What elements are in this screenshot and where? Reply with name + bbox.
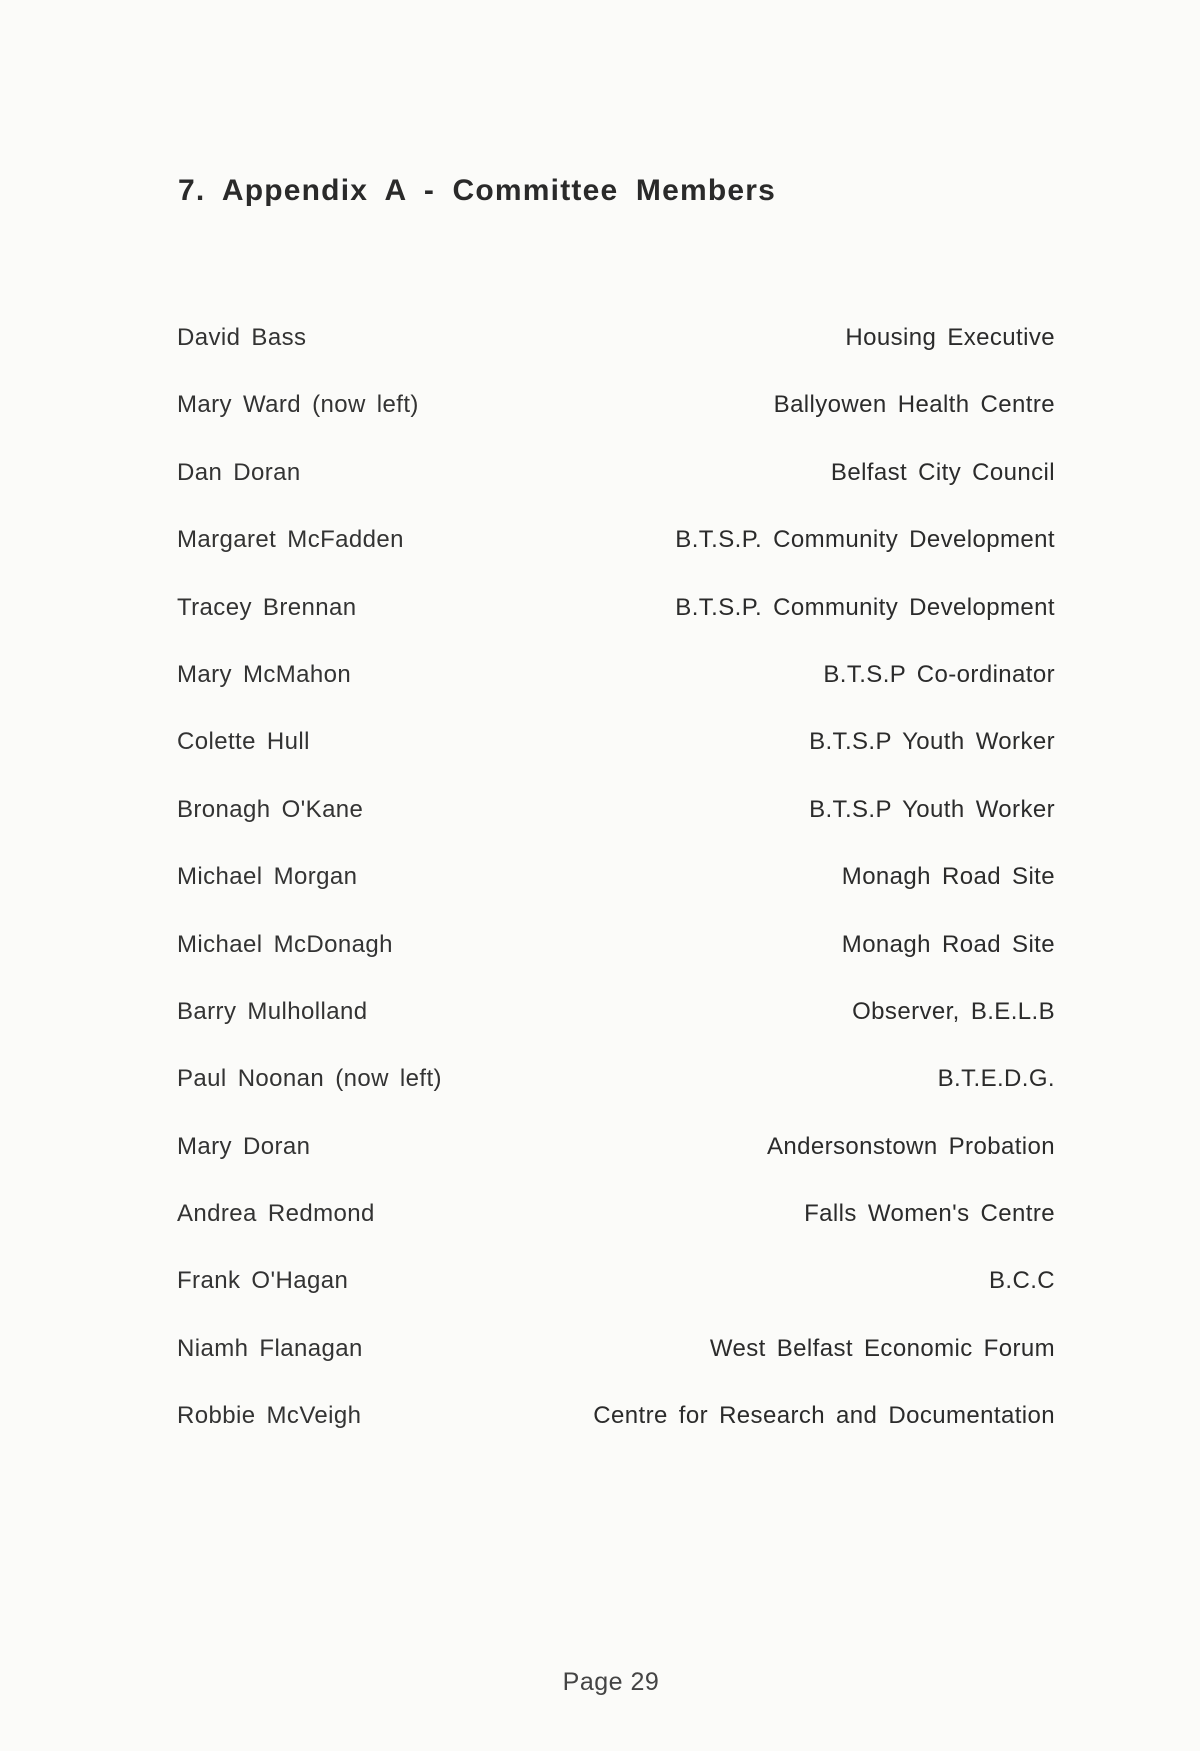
member-organisation: Centre for Research and Documentation [593,1402,1055,1430]
member-organisation: Housing Executive [845,324,1055,351]
list-item [177,1063,1055,1130]
list-item [177,659,1055,726]
member-name: Paul Noonan (now left) [177,1065,442,1093]
member-name: Colette Hull [177,728,310,756]
member-name: Barry Mulholland [177,997,368,1025]
member-organisation: Andersonstown Probation [766,1132,1055,1160]
member-name: Frank O'Hagan [177,1267,349,1295]
list-item [177,794,1055,861]
page-title: 7. Appendix A - Committee Members [178,174,777,207]
list-item [177,1131,1055,1198]
member-organisation: Ballyowen Health Centre [773,391,1055,419]
member-name: Margaret McFadden [177,526,404,554]
list-item [177,726,1055,793]
page-number: Page 29 [562,1668,660,1696]
list-item [177,1333,1055,1400]
member-organisation: B.T.S.P Youth Worker [809,795,1055,823]
list-item [177,1265,1055,1332]
member-organisation: B.T.S.P Youth Worker [809,728,1055,756]
list-item [177,457,1055,524]
member-organisation: B.T.S.P Co-ordinator [823,660,1055,688]
list-item [177,996,1055,1063]
member-name: Robbie McVeigh [177,1402,362,1430]
member-name: Michael Morgan [177,863,358,891]
member-name: Tracey Brennan [177,593,357,621]
list-item [177,861,1055,928]
member-organisation: Belfast City Council [830,458,1055,486]
member-name: Dan Doran [177,458,301,486]
list-item [177,389,1055,456]
member-organisation: B.T.S.P. Community Development [675,526,1055,554]
list-item [177,322,1055,389]
member-name: Mary Doran [177,1132,311,1160]
member-organisation: B.T.E.D.G. [937,1065,1055,1093]
committee-members-list [177,322,1055,1468]
list-item [177,524,1055,591]
member-organisation: Monagh Road Site [841,930,1055,958]
member-name: Michael McDonagh [177,930,393,958]
member-organisation: Monagh Road Site [841,863,1055,891]
member-organisation: B.C.C [988,1267,1055,1295]
member-name: Niamh Flanagan [177,1334,363,1362]
member-organisation: B.T.S.P. Community Development [675,593,1055,621]
member-name: David Bass [177,324,307,351]
member-organisation: Observer, B.E.L.B [852,997,1055,1025]
list-item [177,592,1055,659]
member-name: Mary McMahon [177,660,352,688]
member-name: Mary Ward (now left) [177,391,419,419]
list-item [177,929,1055,996]
member-organisation: West Belfast Economic Forum [709,1334,1055,1362]
member-name: Bronagh O'Kane [177,795,364,823]
list-item [177,1198,1055,1265]
member-organisation: Falls Women's Centre [804,1200,1055,1228]
member-name: Andrea Redmond [177,1200,375,1228]
list-item [177,1400,1055,1467]
